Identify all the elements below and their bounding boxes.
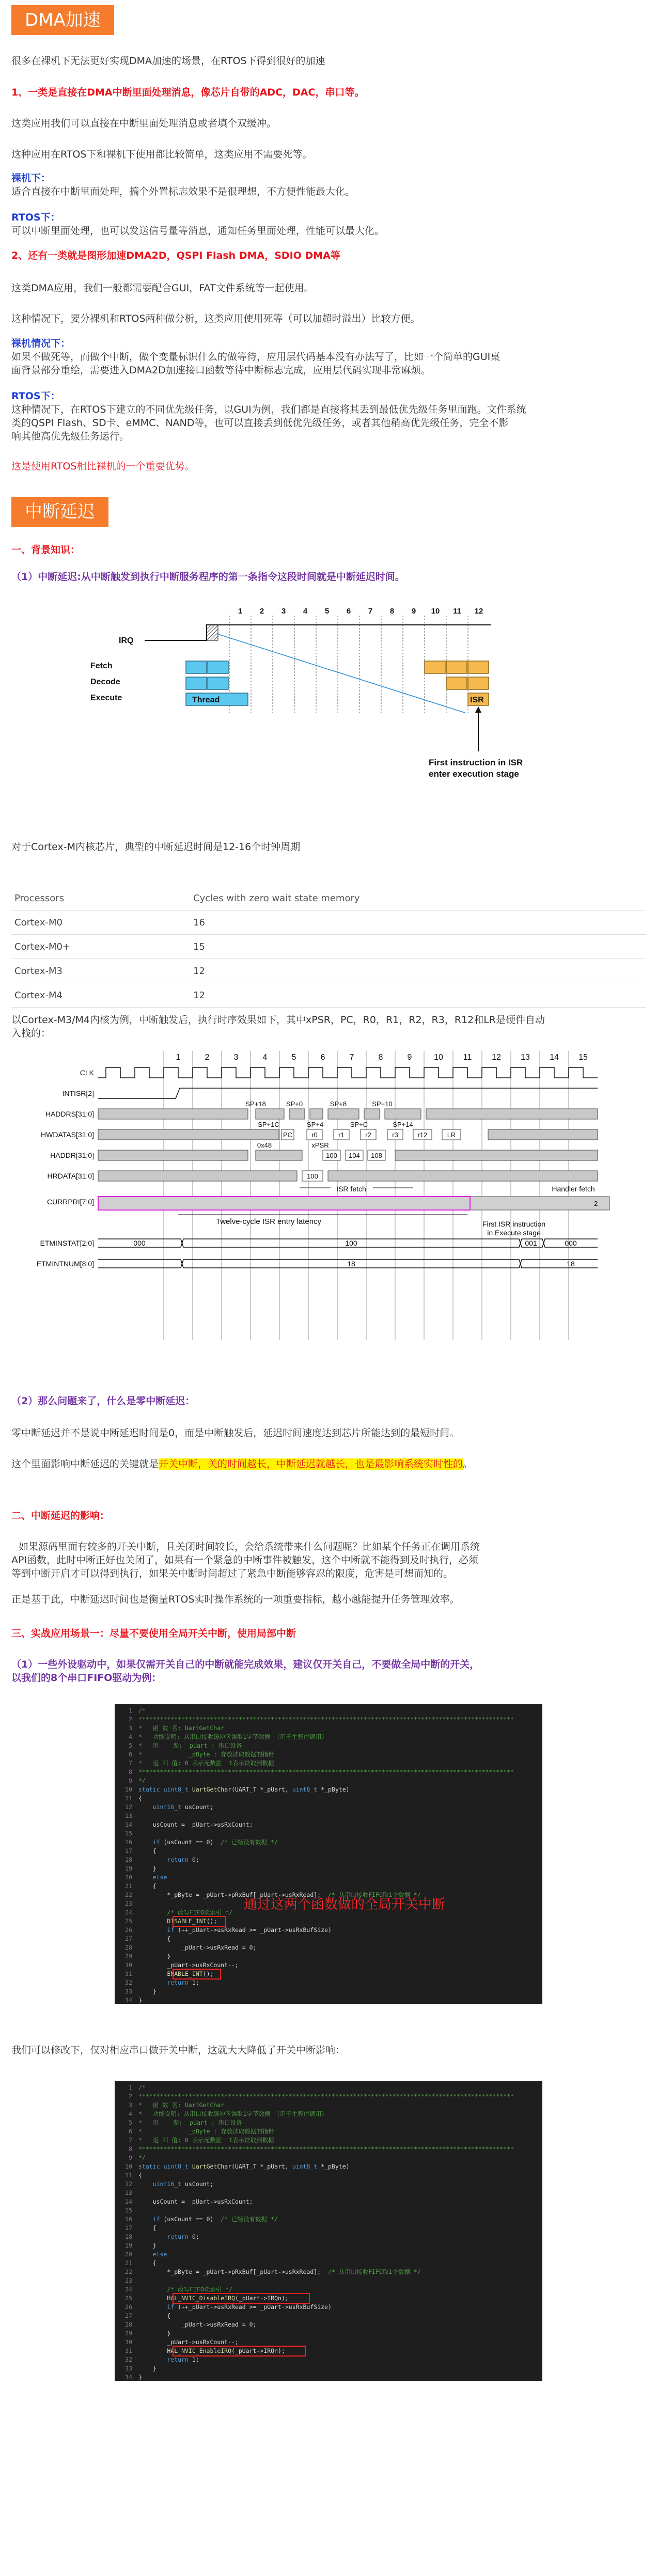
decode-label: Decode: [90, 678, 120, 686]
haddr-label: 108: [371, 1152, 382, 1159]
impact-text-2: API函数，此时中断正好也关闭了，如果有一个紧急的中断事件被触发，这个中断就不能得到及时执行，必须: [11, 1554, 479, 1566]
section-banner-dma: DMA加速: [11, 5, 114, 35]
signal-label: HADDRS[31:0]: [45, 1110, 94, 1118]
bare-metal-label-1: 裸机下：: [11, 172, 51, 184]
impact-text-4: 正是基于此，中断延迟时间也是衡量RTOS实时操作系统的一项重要指标，越小越能提升任务管理效率。: [11, 1594, 460, 1605]
bare-metal-text-2b: 面背景部分重绘，需要进入DMA2D加速接口函数等待中断标志完成，应用层代码实现非常麻烦。: [11, 365, 431, 376]
table-header: Processors: [11, 886, 190, 910]
latency-definition: （1）中断延迟:从中断触发到执行中断服务程序的第一条指令这段时间就是中断延迟时间。: [11, 571, 405, 583]
m3m4-intro-line2: 入栈的：: [11, 1028, 51, 1039]
cycle-label: 2: [259, 607, 264, 616]
table-header: Cycles with zero wait state memory: [190, 886, 646, 910]
etmnum-value: 18: [347, 1260, 355, 1268]
table-row: [11, 910, 646, 935]
cortex-latency-intro: 对于Cortex-M内核芯片，典型的中断延迟时间是12-16个时钟周期: [11, 841, 301, 853]
cycle-label: 3: [233, 1053, 239, 1062]
etm-value: 000: [565, 1239, 577, 1247]
cycle-label: 9: [411, 607, 416, 616]
code-block-original: 1 /* 2 ********************************************************************************************************* 3 * 函 数 名: UartGetChar 4 * 功能说明: 从串口接收缓冲区读取1字节数据 （用于主程序调用） 5 * 形 参: _pUart : 串口设备 6 * _pByte : 存放读取数据的指针 7 * 返 回 值: 0 表示无数据 1表示读取到数据 8 ********************************************************************************************************* 9 */ 10 static uint8_t UartGetChar(UART_T *_pUart, uint8_t *_pByte) 11 { 12 uint16_t usCount; 13 14 usCount = _pUart->usRxCount; 15 16 if (usCount == 0) /* 已经没有数据 */ 17 { 18 return 0; 19 } 20 else 21 { 22 *_pByte = _pUart->pRxBuf[_pUart->usRxRead]; /* 从串口接收FIFO取1个数据 */ 23 24 /* 改写FIFO读索引 */ 25 DISABLE_INT(); 26 if (++_pUart->usRxRead >= _pUart->usRxBufSize) 27 { 28 _pUart->usRxRead = 0; 29 } 30 _pUart->usRxCount--; 31 ENABLE_INT(); 32 return 1; 33 } 34 } 通过这两个函数做的全局开关中断: [115, 1704, 542, 2004]
etmnum-value: 18: [567, 1260, 575, 1268]
impact-text-3: 等到中断开启才可以得到执行，如果关中断时间超过了紧急中断能够容忍的限度，危害是可想而知的。: [11, 1568, 453, 1579]
cycle-label: 7: [349, 1053, 354, 1062]
table-cell: 12: [190, 983, 646, 1008]
code-annotation: 通过这两个函数做的全局开关中断: [244, 1897, 446, 1912]
impact-text-1: 如果源码里面有较多的开关中断，且关闭时间较长，会给系统带来什么问题呢？比如某个任务正在调用系统: [19, 1541, 480, 1552]
rtos-label-2: RTOS下：: [11, 390, 60, 402]
cycle-label: 8: [378, 1053, 383, 1062]
scenario-heading: 三、实战应用场景一：尽量不要使用全局开关中断，使用局部中断: [11, 1628, 296, 1639]
cycle-label: 5: [324, 607, 330, 616]
sp-label: SP+10: [372, 1100, 393, 1108]
rtos-advantage-conclusion: 这是使用RTOS相比裸机的一个重要优势。: [11, 461, 195, 472]
bare-metal-text-1: 适合直接在中断里面处理，搞个外置标志效果不是很理想，不方便性能最大化。: [11, 186, 355, 197]
signal-label: HRDATA[31:0]: [47, 1172, 94, 1180]
table-cell: 12: [190, 959, 646, 983]
haddr-label: 0x48: [257, 1141, 272, 1149]
hw-label: r12: [417, 1131, 428, 1139]
haddr-label: 100: [326, 1152, 337, 1159]
cycle-label: 4: [303, 607, 308, 616]
hw-label: xPSR: [311, 1141, 329, 1149]
cycle-label: 12: [474, 607, 483, 616]
sp-label: SP+18: [245, 1100, 266, 1108]
hw-label: LR: [447, 1131, 456, 1139]
sp-label: SP+14: [393, 1121, 413, 1128]
cycle-label: 1: [238, 607, 243, 616]
rtos-text-1: 可以中断里面处理，也可以发送信号量等消息，通知任务里面处理，性能可以最大化。: [11, 225, 385, 237]
cycle-label: 2: [205, 1053, 210, 1062]
code-block-modified: 1 /* 2 ********************************************************************************************************* 3 * 函 数 名: UartGetChar 4 * 功能说明: 从串口接收缓冲区读取1字节数据 （用于主程序调用） 5 * 形 参: _pUart : 串口设备 6 * _pByte : 存放读取数据的指针 7 * 返 回 值: 0 表示无数据 1表示读取到数据 8 ********************************************************************************************************* 9 */ 10 static uint8_t UartGetChar(UART_T *_pUart, uint8_t *_pByte) 11 { 12 uint16_t usCount; 13 14 usCount = _pUart->usRxCount; 15 16 if (usCount == 0) /* 已经没有数据 */ 17 { 18 return 0; 19 } 20 else 21 { 22 *_pByte = _pUart->pRxBuf[_pUart->usRxRead]; /* 从串口接收FIFO取1个数据 */ 23 24 /* 改写FIFO读索引 */ 25 HAL_NVIC_DisableIRQ(_pUart->IRQn); 26 if (++_pUart->usRxRead >= _pUart->usRxBufSize) 27 { 28 _pUart->usRxRead = 0; 29 } 30 _pUart->usRxCount--; 31 HAL_NVIC_EnableIRQ(_pUart->IRQn); 32 return 1; 33 } 34 }: [115, 2081, 542, 2381]
signal-label: CURRPRI[7:0]: [46, 1198, 94, 1206]
table-row: [11, 983, 646, 1008]
hw-label: r2: [365, 1131, 371, 1139]
dma-point2-text-a: 这类DMA应用，我们一般都需要配合GUI，FAT文件系统等一起使用。: [11, 282, 314, 294]
isr-label: ISR: [470, 696, 484, 704]
cycle-label: 12: [492, 1053, 501, 1062]
modify-intro: 我们可以修改下，仅对相应串口做开关中断，这就大大降低了开关中断影响：: [11, 2045, 346, 2056]
zero-latency-key: [11, 1456, 473, 1472]
dma-point1-heading: 1、一类是直接在DMA中断里面处理消息，像芯片自带的ADC，DAC，串口等。: [11, 87, 365, 98]
cycle-label: 4: [262, 1053, 268, 1062]
highlight-box: [173, 2346, 306, 2357]
impact-heading: 二、中断延迟的影响：: [11, 1510, 110, 1521]
rtos-text-2c: 响其他高优先级任务运行。: [11, 431, 130, 442]
cycle-label: 10: [434, 1053, 443, 1062]
cycle-label: 5: [291, 1053, 296, 1062]
cycle-label: 1: [176, 1053, 181, 1062]
cycle-label: 15: [578, 1053, 588, 1062]
table-cell: 15: [190, 935, 646, 959]
table-header-row: [11, 886, 646, 910]
signal-label: INTISR[2]: [62, 1089, 94, 1097]
hw-label: PC: [283, 1131, 293, 1139]
dma-point1-text-a: 这类应用我们可以直接在中断里面处理消息或者填个双缓冲。: [11, 118, 277, 129]
execute-label: Execute: [90, 694, 122, 702]
cycle-label: 3: [281, 607, 286, 616]
diagram1-caption-line1: First instruction in ISR: [429, 758, 523, 767]
hw-label: r0: [311, 1131, 318, 1139]
dma-point2-heading: 2、还有一类就是图形加速DMA2D，QSPI Flash DMA，SDIO DMA等: [11, 250, 340, 261]
scenario-sub-1: （1）一些外设驱动中，如果仅需开关自己的中断就能完成效果，建议仅开关自己，不要做全局中断的开关，: [11, 1659, 480, 1670]
sp-label: SP+1C: [258, 1121, 279, 1128]
cycle-label: 6: [346, 607, 351, 616]
haddr-label: 104: [349, 1152, 360, 1159]
rtos-label-1: RTOS下：: [11, 212, 60, 223]
cycle-label: 7: [368, 607, 373, 616]
cycle-label: 9: [407, 1053, 412, 1062]
cycle-label: 11: [453, 607, 461, 616]
cycle-label: 10: [431, 607, 440, 616]
section-banner-latency: 中断延迟: [11, 497, 108, 527]
handler-fetch-label: Handler fetch: [552, 1185, 595, 1193]
signal-label: CLK: [80, 1069, 94, 1077]
zero-latency-key-highlight: 开关中断，关的时间越长，中断延迟就越长，也是最影响系统实时性的: [159, 1458, 463, 1470]
background-heading: 一、背景知识：: [11, 544, 81, 556]
zero-latency-key-post: 。: [463, 1458, 473, 1470]
dma-intro: 很多在裸机下无法更好实现DMA加速的场景，在RTOS下得到很好的加速: [11, 55, 325, 67]
isr-fetch-label: ISR fetch: [336, 1185, 366, 1193]
cycle-label: 13: [521, 1053, 530, 1062]
sp-label: SP+C: [350, 1121, 368, 1128]
entry-latency-label: Twelve-cycle ISR entry latency: [215, 1217, 322, 1226]
zero-latency-question: （2）那么问题来了，什么是零中断延迟：: [11, 1395, 195, 1407]
cycle-label: 11: [463, 1053, 472, 1062]
highlight-box: [173, 1916, 226, 1927]
irq-label: IRQ: [119, 636, 134, 645]
table-cell: Cortex-M0: [11, 910, 190, 935]
signal-label: HADDR[31:0]: [50, 1151, 94, 1159]
irq-pipeline-diagram: [90, 604, 523, 800]
dma-point1-text-b: 这种应用在RTOS下和裸机下使用都比较简单，这类应用不需要死等。: [11, 149, 312, 160]
timing-diagram: [36, 1048, 604, 1358]
hw-label: r3: [392, 1131, 398, 1139]
fetch-label: Fetch: [90, 662, 113, 670]
currpri-value: 2: [594, 1200, 598, 1207]
hrdata-label: 100: [307, 1172, 318, 1180]
cycle-label: 14: [550, 1053, 559, 1062]
m3m4-intro-line1: 以Cortex-M3/M4内核为例，中断触发后，执行时序效果如下，其中xPSR，PC，R0，R1，R2，R3，R12和LR是硬件自动: [11, 1014, 545, 1026]
table-cell: Cortex-M3: [11, 959, 190, 983]
rtos-text-2a: 这种情况下，在RTOS下建立的不同优先级任务，以GUI为例，我们都是直接将其丢到最低优先级任务里面跑。文件系统: [11, 404, 526, 415]
table-cell: Cortex-M4: [11, 983, 190, 1008]
zero-latency-explanation: 零中断延迟并不是说中断延迟时间是0，而是中断触发后，延迟时间速度达到芯片所能达到的最短时间。: [11, 1427, 460, 1439]
signal-label: ETMINSTAT[2:0]: [40, 1239, 94, 1247]
etm-value: 000: [133, 1239, 146, 1247]
cycle-label: 6: [320, 1053, 325, 1062]
sp-label: SP+4: [306, 1121, 324, 1128]
bare-metal-label-2: 裸机情况下：: [11, 338, 71, 349]
dma-point2-text-b: 这种情况下，要分裸机和RTOS两种做分析，这类应用使用死等（可以加超时溢出）比较方便。: [11, 313, 420, 324]
thread-label: Thread: [192, 696, 220, 704]
processor-latency-table: [11, 886, 646, 1008]
highlight-box: [173, 2293, 310, 2304]
scenario-sub-2: 以我们的8个串口FIFO驱动为例：: [11, 1672, 162, 1684]
sp-label: SP+0: [286, 1100, 303, 1108]
cycle-label: 8: [389, 607, 395, 616]
etm-value: 100: [345, 1239, 357, 1247]
highlight-box: [173, 1969, 221, 1980]
table-row: [11, 959, 646, 983]
hw-label: r1: [338, 1131, 345, 1139]
table-cell: 16: [190, 910, 646, 935]
diagram1-caption-line2: enter execution stage: [429, 769, 519, 779]
first-instr-label-1: First ISR instruction: [482, 1220, 546, 1228]
first-instr-label-2: in Execute stage: [487, 1229, 541, 1237]
signal-label: HWDATAS[31:0]: [41, 1130, 94, 1139]
signal-label: ETMINTNUM[8:0]: [36, 1260, 94, 1268]
zero-latency-key-pre: 这个里面影响中断延迟的关键就是: [11, 1458, 159, 1470]
table-row: [11, 935, 646, 959]
sp-label: SP+8: [330, 1100, 347, 1108]
etm-value: 001: [525, 1239, 537, 1247]
table-cell: Cortex-M0+: [11, 935, 190, 959]
rtos-text-2b: 类的QSPI Flash、SD卡、eMMC、NAND等，也可以直接丢到低优先级任务，或者其他稍高优先级任务，完全不影: [11, 417, 509, 429]
bare-metal-text-2a: 如果不做死等，而做个中断，做个变量标识什么的做等待，应用层代码基本没有办法写了，比如一个简单的GUI桌: [11, 351, 500, 363]
